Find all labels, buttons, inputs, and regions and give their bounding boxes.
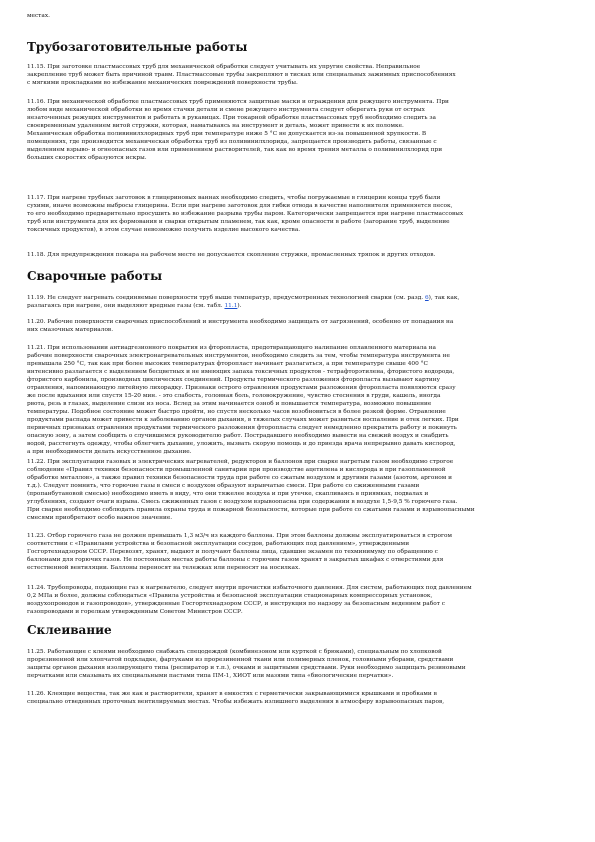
paragraph-11-15 bbox=[27, 63, 568, 87]
text-line: то его необходимо предварительно просушить во избежание разрыва трубы паром. Категорически запрещается при нагреве пластмассовых bbox=[27, 211, 464, 217]
text-line: помещениях, где производится механическая обработка труб из поливинилхлорида, запрещается производить работы, связанные с bbox=[27, 139, 437, 145]
text-line: рвота, резь в глазах, выделение слизи из носа. Вслед за этим начинается озноб и повышается температура, возможно повышение bbox=[27, 401, 432, 407]
text-line: своевременным удалением витой стружки, которая, наматываясь на инструмент и деталь, может привести к их поломке. bbox=[27, 123, 404, 129]
text-line: продуктами распада может привести к заболеванию органов дыхания, в тяжелых случаях может развиться воспаление и отек легких. При bbox=[27, 417, 459, 423]
text-line: отравления, напоминающую литейную лихорадку. Признаки острого отравления продуктами разложения фторопласта появляются сразу bbox=[27, 385, 456, 391]
text-line: 11.20. Рабочие поверхности сварочных приспособлений и инструмента необходимо защищать от загрязнений, особенно от попадания на bbox=[27, 319, 454, 325]
paragraph-11-20 bbox=[27, 318, 568, 334]
paragraph-11-17 bbox=[27, 194, 568, 234]
paragraph-11-19 bbox=[27, 294, 568, 310]
text-fragment: разлагаясь при нагреве, они выделяют вредные газы (см. табл. bbox=[27, 303, 225, 309]
text-line: выделением взрыво- и огнеопасных газов или применением растворителей, так как во время трения металла о поливинилхлорид при bbox=[27, 147, 443, 153]
text-line: защиты органов дыхания изолирующего типа (респиратор и т.п.), очками и защитными средствами. Руки необходимо защищать резиновыми bbox=[27, 665, 466, 671]
text-line bbox=[27, 302, 568, 310]
paragraph-11-21 bbox=[27, 344, 568, 456]
text-line: перчатками или смазывать их специальными пастами типа ПМ-1, ХИОТ или мазями типа «биологические перчатки». bbox=[27, 673, 394, 679]
text-line: превышала 250 °С, так как при более высоких температурах фторопласт начинает разлагаться, а при температуре свыше 400 °С bbox=[27, 361, 428, 367]
section-6-link[interactable]: 6 bbox=[424, 295, 429, 301]
text-line: них смазочных материалов. bbox=[27, 327, 114, 333]
text-line: незаточенных режущих инструментов и работать в рукавицах. При токарной обработке пластмассовых труб необходимо следить за bbox=[27, 115, 437, 121]
text-line: 11.23. Отбор горючего газа не должен превышать 1,3 м3/ч из каждого баллона. При этом баллоны должны эксплуатироваться в строгом bbox=[27, 533, 453, 539]
text-line: фтористого карбонила, производных циклических соединений. Продукты термического разложения фторопласта вызывают картину bbox=[27, 377, 441, 383]
text-line: углублениях, создают очаги взрыва. Смесь сжиженных газов с воздухом взрывоопасна при содержании в воздухе 1,5-9,5 % горючего газа. bbox=[27, 499, 458, 505]
text-fragment: 11.19. Не следует нагревать соединяемые поверхности труб выше температур, предусмотренных технологией сварки (см. разд. bbox=[27, 295, 425, 301]
text-line: прорезиненной или хлопчатой подкладке, фартуками из прорезиненной ткани или полимерных пленок, головными уборами, средствами bbox=[27, 657, 454, 663]
text-line: т.д.). Следует помнить, что горючие газы в смеси с воздухом образуют взрывчатые смеси. При работе со сжиженными газами bbox=[27, 483, 420, 489]
section-title-welding: Сварочные работы bbox=[27, 269, 163, 283]
text-line: 11.24. Трубопроводы, подающие газ к нагревателю, следует внутри прочистки избыточного давления. Для систем, работающих под давлением bbox=[27, 585, 472, 591]
section-title-gluing: Склеивание bbox=[27, 623, 112, 637]
text-line bbox=[27, 294, 568, 302]
paragraph-11-24 bbox=[27, 584, 568, 616]
paragraph-11-26 bbox=[27, 690, 568, 706]
text-line: воздухопроводов и газопроводов», утвержденные Госгортехнадзором СССР, и инструкция по надзору за безопасным ведением работ с bbox=[27, 601, 446, 607]
paragraph-11-18 bbox=[27, 251, 568, 259]
text-line: Госгортехнадзором СССР. Перевозят, хранят, выдают и получают баллоны лица, сдавшие экзамен по техминимуму по обращению с bbox=[27, 549, 438, 555]
text-line: соответствии с «Правилами устройства и безопасной эксплуатации сосудов, работающих под давлением», утвержденными bbox=[27, 541, 410, 547]
text-line: больших скоростях образуются искры. bbox=[27, 155, 147, 161]
text-line: же после вдыхания или спустя 15-20 мин. - это слабость, головная боль, головокружение, чувство стеснения в груди, кашель, иногда bbox=[27, 393, 441, 399]
text-line: опасную зону, а затем сообщить о случившемся руководителю работ. Пострадавшего необходимо вывести на свежий воздух и снабдить bbox=[27, 433, 449, 439]
lead-text: местах. bbox=[27, 13, 50, 19]
text-line: с мягкими прокладками во избежание механических повреждений поверхности трубы. bbox=[27, 80, 298, 86]
text-line: труб или инструмента для их формования и сварки открытым пламенем, так как, кроме опасности в работе (загорание труб, выделение bbox=[27, 219, 450, 225]
text-fragment: ). bbox=[237, 303, 242, 309]
text-line: рабочие поверхности сварочных электронагревательных инструментов, необходимо следить за тем, чтобы температура инструмента не bbox=[27, 353, 450, 359]
text-line: водой, расстегнуть одежду, чтобы облегчить дыхание, уложить, вызвать скорую помощь и до приезда врача непрерывно давать кислород, bbox=[27, 441, 456, 447]
text-line: (пропанбутановой смесью) необходимо иметь в виду, что они тяжелее воздуха и при утечке, скапливаясь в приямках, подвалах и bbox=[27, 491, 429, 497]
text-line: естественной вентиляции. Баллоны переносят на тележках или переносят на носилках. bbox=[27, 565, 301, 571]
text-line: 11.18. Для предупреждения пожара на рабочем месте не допускается скопление стружки, промасленных тряпок и других отходов. bbox=[27, 252, 436, 258]
text-line: закрепление труб может быть причиной травм. Пластмассовые трубы закрепляют в тисках или специальных зажимных приспособлениях bbox=[27, 72, 456, 78]
text-line: любом виде механической обработки во время стачки детали и смене режущего инструмента следует оберегать руки от острых bbox=[27, 107, 425, 113]
text-line: специально отведенных проточных вентилируемых местах. Чтобы избежать излишнего выделения в атмосферу взрывоопасных паров, bbox=[27, 699, 445, 705]
text-line: 11.25. Работающие с клеями необходимо снабжать спецодеждой (комбинезоном или курткой с брюками), специальным по хлопковой bbox=[27, 649, 442, 655]
text-line: При сварке необходимо соблюдать правила охраны труда и пожарной безопасности, которые при работе со сжатыми газами и взрывоопасными bbox=[27, 507, 475, 513]
text-line: первичных признаках отравления продуктами термического разложения фторопласта следует немедленно прекратить работу и покинуть bbox=[27, 425, 457, 431]
text-line: 0,2 МПа и более, должны соблюдаться «Правила устройства и безопасной эксплуатации стационарных компрессорных установок, bbox=[27, 593, 433, 599]
paragraph-11-16 bbox=[27, 98, 568, 162]
text-line: баллонами для горючих газов. Не постоянных местах работы баллоны с горючим газом хранят в закрытых шкафах с отверстиями для bbox=[27, 557, 444, 563]
text-line: интенсивно разлагается с выделением бесцветных и не имеющих запаха токсичных продуктов - тетрафторэтилена, фтористого водорода, bbox=[27, 369, 455, 375]
text-line: а при необходимости делать искусственное дыхание. bbox=[27, 449, 192, 455]
text-line: обработке металлов», а также правил техники безопасности труда при работе со сжатым воздухом и другими газами (азотом, аргоном и bbox=[27, 475, 452, 481]
text-line: 11.16. При механической обработке пластмассовых труб применяются защитные маски и ограждения для режущего инструмента. При bbox=[27, 99, 449, 105]
text-line: токсичных продуктов), в этом случае невозможно получить изделие высокого качества. bbox=[27, 227, 301, 233]
paragraph-11-22 bbox=[27, 458, 568, 522]
text-line: 11.26. Клеящие вещества, так же как и растворители, хранят в емкостях с герметически закрывающимися крышками и пробками в bbox=[27, 691, 437, 697]
text-line: газопроводами и горелкам утвержденным Советом Министров СССР. bbox=[27, 609, 243, 615]
text-line: соблюдение «Правил техники безопасности промышленной санитарии при производстве ацетилена и кислорода и при газопламенной bbox=[27, 467, 446, 473]
text-line: Механическая обработка поливинилхлоридных труб при температуре ниже 5 °С не допускается из-за повышенной хрупкости. В bbox=[27, 131, 427, 137]
table-11-1-link[interactable]: 11.1 bbox=[224, 303, 238, 309]
paragraph-11-23 bbox=[27, 532, 568, 572]
text-line: сухими, иначе возможны выбросы глицерина. Если при нагреве заготовок для гибки отвода в качестве наполнителя применяется песок, bbox=[27, 203, 453, 209]
text-line: 11.15. При заготовке пластмассовых труб для механической обработки следует учитывать их упругие свойства. Неправильное bbox=[27, 64, 421, 70]
text-line: температуры. Подобное состояние может быстро пройти, но спустя несколько часов возобновиться в более резкой форме. Отравление bbox=[27, 409, 446, 415]
text-line: смесями приобретают особо важное значение. bbox=[27, 515, 173, 521]
paragraph-11-25 bbox=[27, 648, 568, 680]
text-fragment: ), так как, bbox=[428, 295, 460, 301]
text-line: 11.17. При нагреве трубных заготовок в глицериновых ваннах необходимо следить, чтобы погружаемые в глицерин концы труб были bbox=[27, 195, 441, 201]
text-line: 11.22. При эксплуатации газовых и электрических нагревателей, редукторов и баллонов при сварке нагретым газом необходимо строгое bbox=[27, 459, 454, 465]
section-title-pipe-work: Трубозаготовительные работы bbox=[27, 40, 248, 54]
text-line: 11.21. При использовании антиадгезионного покрытия из фторопласта, предотвращающего налипание оплавленного материала на bbox=[27, 345, 436, 351]
